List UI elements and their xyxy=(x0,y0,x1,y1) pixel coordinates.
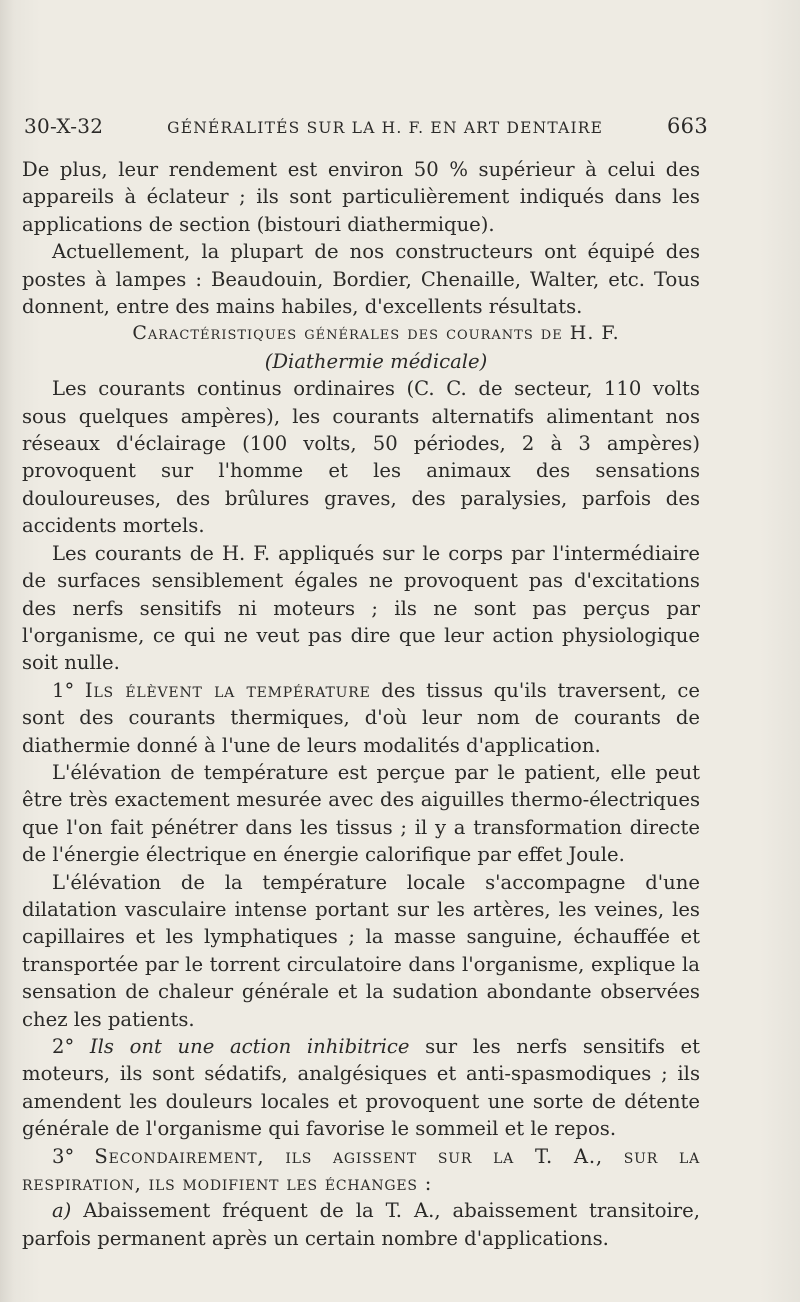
small-caps-phrase: Ils élèvent la température xyxy=(84,678,371,702)
paragraph: De plus, leur rendement est environ 50 % supérieur à celui des appareils à éclateur ; ils sont particulièrement indiqués dans les applications de section (bistouri diathermique). xyxy=(22,158,700,236)
page-number: 663 xyxy=(667,114,708,138)
item-number: 2° xyxy=(52,1035,75,1058)
body-text xyxy=(22,156,700,1252)
item-letter: a) xyxy=(52,1199,72,1223)
section-heading: Caractéristiques générales des courants de H. F. xyxy=(132,322,620,345)
paragraph: L'élévation de température est perçue par le patient, elle peut être très exactement mesurée avec des aiguilles thermo-électriques que l'on fait pénétrer dans les tissus ; il y a transformation directe de l'énergie électrique en énergie calorifique par effet Joule. xyxy=(22,760,700,867)
paragraph xyxy=(22,1033,700,1143)
item-number: 1° xyxy=(52,678,75,702)
paragraph: Les courants de H. F. appliqués sur le corps par l'intermédiaire de surfaces sensiblement égales ne provoquent pas d'excitations des nerfs sensitifs ni moteurs ; ils ne sont pas perçus par l'organisme, ce qui ne veut pas dire que leur action physiologique soit nulle. xyxy=(22,541,700,675)
small-caps-phrase: Secondairement, ils agissent sur la T. A., sur la respiration, ils modifient les échanges : xyxy=(22,1144,700,1196)
paragraph-text: des tissus qu'ils traversent, ce sont des courants thermiques, d'où leur nom de courants de diathermie donné à l'une de leurs modalités d'application. xyxy=(22,678,700,757)
item-number: 3° xyxy=(52,1144,75,1168)
section-subheading: (Diathermie médicale) xyxy=(264,349,488,373)
paragraph xyxy=(22,677,700,759)
header-title: GÉNÉRALITÉS SUR LA H. F. EN ART DENTAIRE xyxy=(167,119,604,137)
paragraph-text: Abaissement fréquent de la T. A., abaissement transitoire, parfois permanent après un certain nombre d'applications. xyxy=(22,1199,700,1250)
italic-phrase: Ils ont une action inhibitrice xyxy=(89,1035,410,1058)
paragraph: L'élévation de la température locale s'accompagne d'une dilatation vasculaire intense portant sur les artères, les veines, les capillaires et les lymphatiques ; la masse sanguine, échauffée et transportée par le torrent circulatoire dans l'organisme, explique la sensation de chaleur générale et la sudation abondante observées chez les patients. xyxy=(22,870,700,1031)
running-header xyxy=(24,114,708,138)
paragraph xyxy=(22,1143,700,1198)
paragraph-text: sur les nerfs sensitifs et moteurs, ils sont sédatifs, analgésiques et anti-spasmodiques ; ils amendent les douleurs locales et provoquent une sorte de détente générale de l'organisme qui favorise le sommeil et le repos. xyxy=(22,1035,701,1141)
paragraph: Actuellement, la plupart de nos constructeurs ont équipé des postes à lampes : Beaudouin, Bordier, Chenaille, Walter, etc. Tous donnent, entre des mains habiles, d'excellents résultats. xyxy=(22,240,700,319)
header-date: 30-X-32 xyxy=(24,114,104,138)
paragraph xyxy=(22,1197,700,1252)
paragraph: Les courants continus ordinaires (C. C. de secteur, 110 volts sous quelques ampères), les courants alternatifs alimentant nos réseaux d'éclairage (100 volts, 50 périodes, 2 à 3 ampères) provoquent sur l'homme et les animaux des sensations douloureuses, des brûlures graves, des paralysies, parfois des accidents mortels. xyxy=(22,377,700,538)
